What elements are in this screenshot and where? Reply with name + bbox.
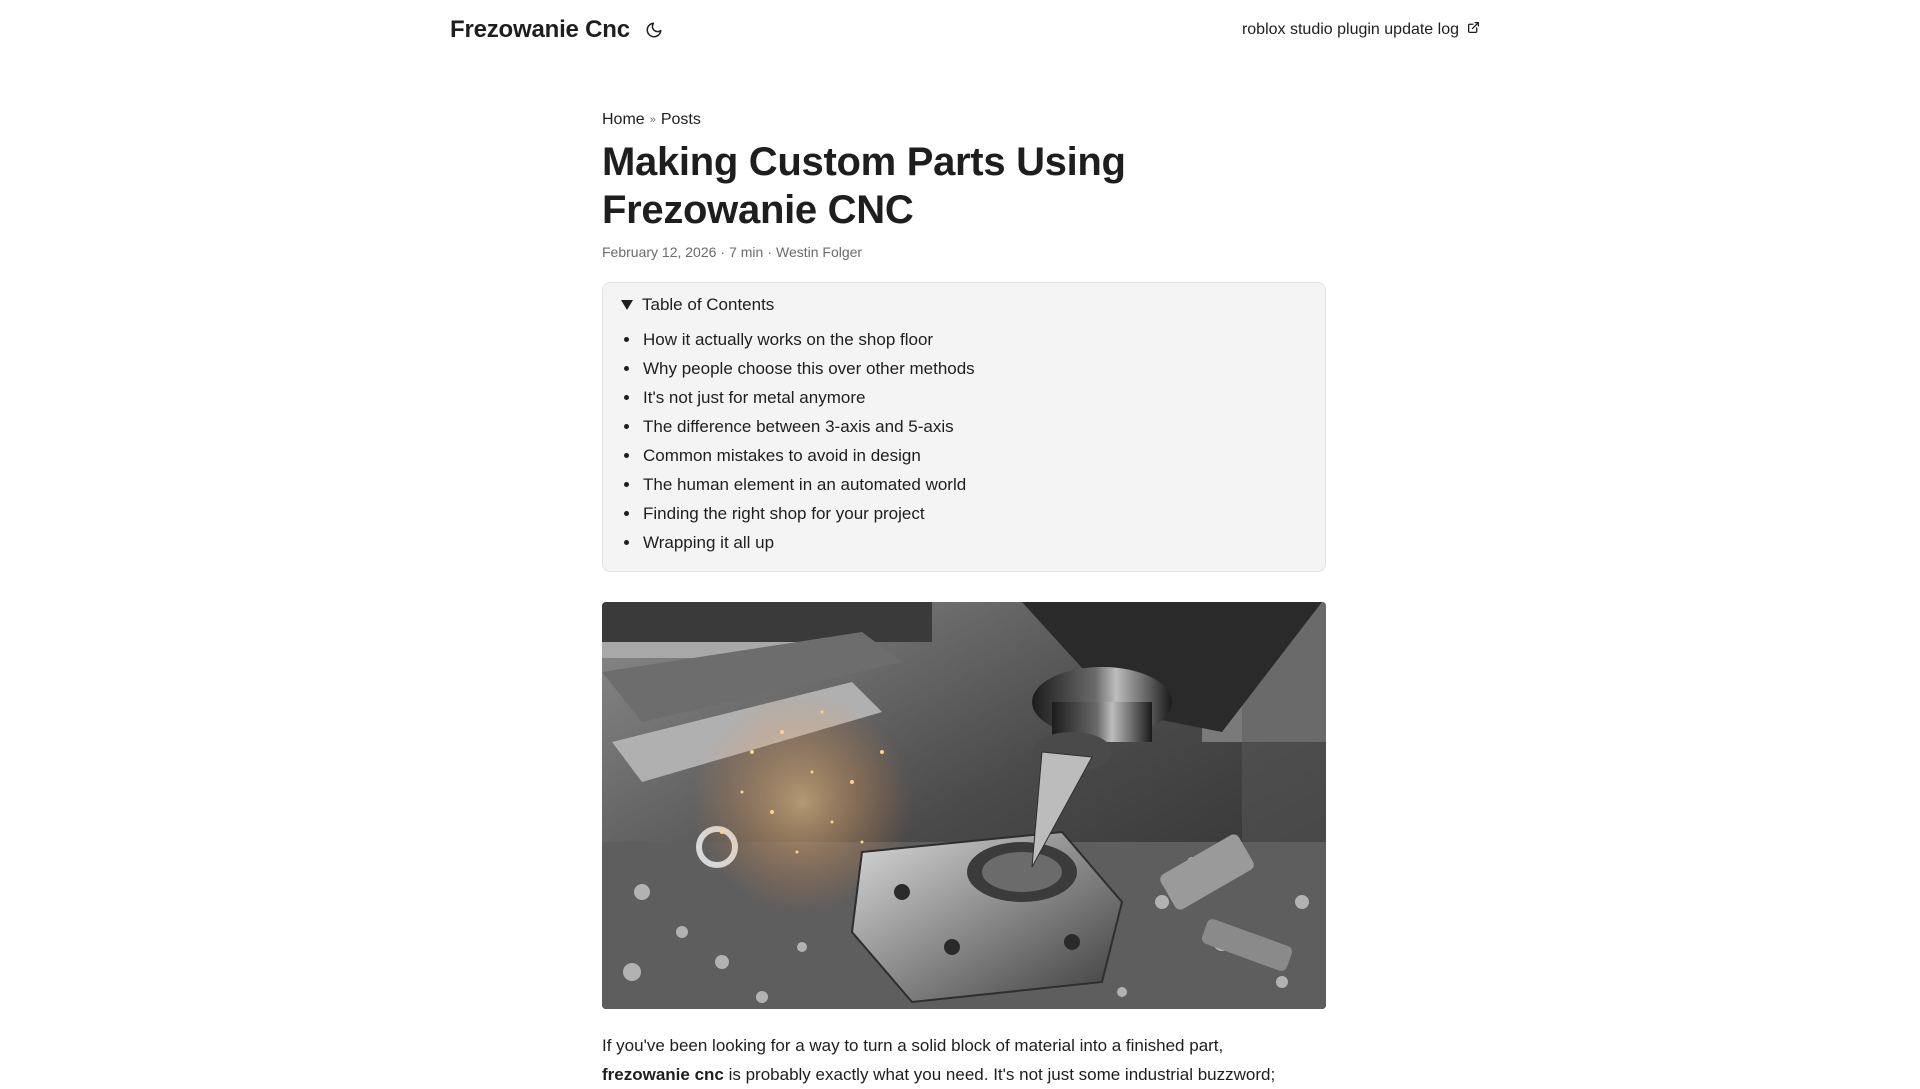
intro-text-line1: If you've been looking for a way to turn a solid block of material into a finished part,	[602, 1036, 1224, 1055]
toc-list	[621, 325, 1307, 557]
toc-link[interactable]: Common mistakes to avoid in design	[643, 446, 921, 465]
toc-item	[641, 354, 1307, 383]
toc-item	[641, 325, 1307, 354]
toc-item	[641, 441, 1307, 470]
site-header	[450, 0, 1480, 60]
post-author: Westin Folger	[775, 244, 863, 260]
meta-separator: ·	[720, 244, 726, 260]
post-content	[602, 1031, 1326, 1089]
toc-item	[641, 499, 1307, 528]
site-logo-link[interactable]: Frezowanie Cnc	[450, 16, 630, 43]
toc-link[interactable]: How it actually works on the shop floor	[643, 330, 934, 349]
breadcrumb	[602, 108, 1326, 132]
intro-paragraph	[602, 1031, 1326, 1089]
meta-separator: ·	[767, 244, 772, 260]
toc-item	[641, 383, 1307, 412]
breadcrumb-separator: »	[649, 114, 656, 126]
toc-link[interactable]: Wrapping it all up	[643, 533, 775, 552]
logo-area	[450, 16, 666, 44]
table-of-contents	[602, 282, 1326, 572]
toc-title: Table of Contents	[642, 295, 775, 314]
cover-image	[602, 602, 1326, 1009]
toc-link[interactable]: It's not just for metal anymore	[643, 388, 866, 407]
disclosure-triangle-icon	[621, 300, 633, 310]
toc-item	[641, 528, 1307, 557]
toc-link[interactable]: The human element in an automated world	[643, 475, 967, 494]
intro-text-line2: is probably exactly what you need. It's not just some industrial buzzword;	[723, 1065, 1276, 1084]
moon-icon[interactable]	[642, 18, 666, 42]
breadcrumb-home[interactable]: Home	[602, 111, 645, 128]
external-link-icon	[1467, 21, 1480, 39]
post-read-time: 7 min	[729, 244, 764, 260]
page-title: Making Custom Parts Using Frezowanie CNC	[602, 140, 1126, 232]
post-main	[602, 108, 1326, 1089]
post-meta	[602, 244, 1326, 260]
nav-link-label: roblox studio plugin update log	[1241, 21, 1459, 38]
toc-item	[641, 412, 1307, 441]
intro-keyword: frezowanie cnc	[602, 1065, 724, 1084]
toc-link[interactable]: Why people choose this over other methods	[643, 359, 975, 378]
post-date: February 12, 2026	[602, 244, 717, 260]
toc-item	[641, 470, 1307, 499]
toc-toggle[interactable]	[621, 293, 1307, 317]
toc-link[interactable]: The difference between 3-axis and 5-axis	[643, 417, 954, 436]
breadcrumb-posts[interactable]: Posts	[660, 111, 701, 128]
nav-link-roblox-update-log[interactable]	[1242, 21, 1480, 39]
toc-link[interactable]: Finding the right shop for your project	[643, 504, 925, 523]
